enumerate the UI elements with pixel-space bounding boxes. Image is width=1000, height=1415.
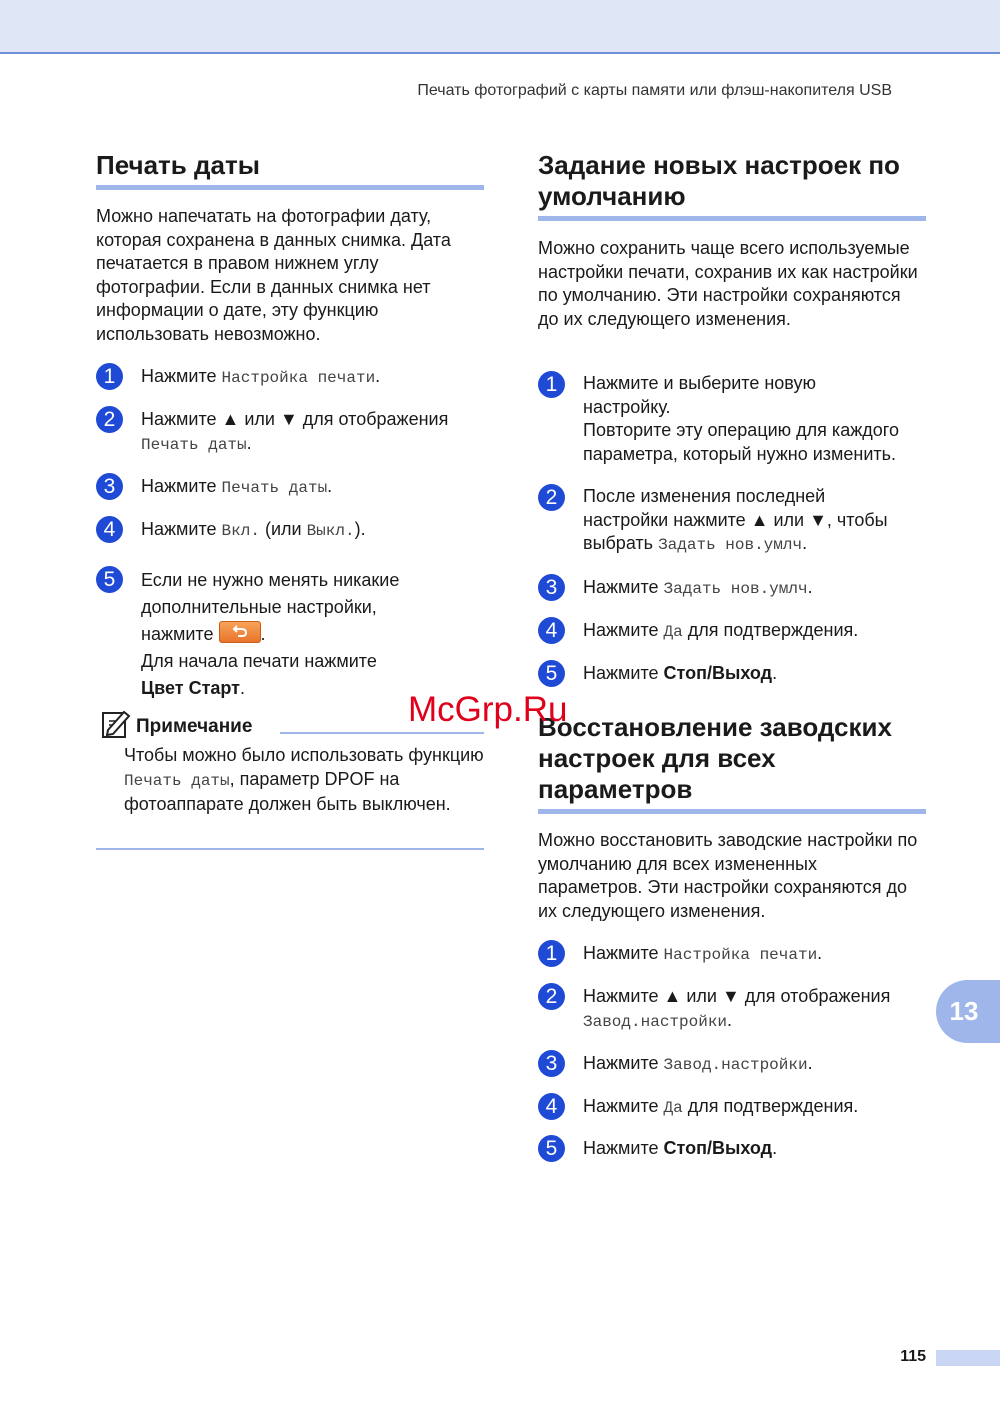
step-number: 5 [538,660,565,687]
step-1: 1 Нажмите Настройка печати. [96,364,484,390]
section-title: Задание новых настроек по умолчанию [538,150,926,221]
page-number: 115 [900,1348,926,1365]
key-name: Стоп/Выход [663,663,773,683]
page-number-bar [936,1350,1000,1366]
section-title: Восстановление заводских настроек для всех параметров [538,712,926,814]
lcd-option: Вкл. [221,522,260,540]
step-text: Нажмите [141,366,222,386]
step-4: 4 Нажмите Да для подтверждения. [538,618,926,644]
lcd-option: Да [663,1099,683,1117]
lcd-option: Настройка печати [663,946,818,964]
step-3: 3 Нажмите Завод.настройки. [538,1051,926,1077]
lcd-option: Да [663,623,683,641]
step-number: 4 [538,617,565,644]
lcd-option: Настройка печати [221,369,376,387]
step-number: 1 [538,371,565,398]
note-text: Чтобы можно было использовать функцию Печать даты, параметр DPOF на фотоаппарате должен быть выключен. [124,745,484,814]
step-number: 4 [538,1093,565,1120]
lcd-option: Выкл. [306,522,355,540]
section-title: Печать даты [96,150,484,190]
note-rule [280,732,484,734]
lcd-option: Печать даты [221,479,328,497]
step-2: 2 Нажмите ▲ или ▼ для отображения Завод.настройки. [538,984,926,1034]
intro-text: Можно восстановить заводские настройки по умолчанию для всех измененных параметров. Эти настройки сохраняются до их следующего изменения. [538,830,918,921]
key-name: Стоп/Выход [663,1138,773,1158]
step-4: 4 Нажмите Да для подтверждения. [538,1094,926,1120]
intro-text: Можно сохранить чаще всего используемые настройки печати, сохранив их как настройки по умолчанию. Эти настройки сохраняются до их следующего изменения. [538,238,918,329]
note-bottom-rule [96,848,484,850]
step-2: 2 После изменения последней настройки нажмите ▲ или ▼, чтобы выбрать Задать нов.умлч. [538,485,926,558]
step-number: 5 [538,1135,565,1162]
step-text: Нажмите ▲ или ▼ для отображения [141,409,449,429]
section-intro [538,237,926,331]
step-number: 3 [538,1050,565,1077]
section-factory-reset [538,712,926,814]
step-5: 5 Нажмите Стоп/Выход. [538,1136,926,1160]
key-name: Цвет Старт [141,678,240,698]
lcd-option: Задать нов.умлч [663,580,808,598]
lcd-option: Печать даты [124,771,230,790]
note-pencil-icon [100,708,132,740]
chapter-tab: 13 [936,980,1000,1043]
note-title: Примечание [136,716,253,737]
running-header: Печать фотографий с карты памяти или флэш-накопителя USB [417,82,892,99]
lcd-option: Печать даты [141,436,247,454]
section-intro [538,829,926,923]
step-5: 5 Если не нужно менять никакие дополнительные настройки, нажмите . Для начала печати нажмите Цвет Старт. [96,567,484,702]
lcd-option: Завод.настройки [663,1056,808,1074]
step-number: 4 [96,516,123,543]
step-number: 1 [96,363,123,390]
step-number: 2 [538,484,565,511]
back-button-icon [219,621,261,643]
watermark: McGrp.Ru [408,690,568,729]
step-3: 3 Нажмите Задать нов.умлч. [538,575,926,601]
step-1: 1 Нажмите Настройка печати. [538,941,926,967]
step-number: 3 [96,473,123,500]
top-color-bar [0,0,1000,54]
step-4: 4 Нажмите Вкл. (или Выкл.). [96,517,484,543]
step-3: 3 Нажмите Печать даты. [96,474,484,500]
section-default-settings [538,150,926,221]
lcd-option: Задать нов.умлч [658,536,803,554]
lcd-option: Завод.настройки [583,1013,728,1031]
step-5: 5 Нажмите Стоп/Выход. [538,661,926,685]
step-number: 3 [538,574,565,601]
step-text: Нажмите [141,476,222,496]
step-1: 1 Нажмите и выберите новую настройку. Повторите эту операцию для каждого параметра, который нужно изменить. [538,372,926,466]
section-print-date [96,150,484,190]
step-text: Нажмите [141,519,222,539]
section-intro [96,205,484,346]
step-2: 2 Нажмите ▲ или ▼ для отображения Печать даты. [96,407,484,457]
intro-text: Можно напечатать на фотографии дату, которая сохранена в данных снимка. Дата печатается в правом нижнем углу фотографии. Если в данных снимка нет информации о дате, эту функцию использовать невозможно. [96,206,451,344]
step-number: 2 [96,406,123,433]
step-number: 1 [538,940,565,967]
step-number: 2 [538,983,565,1010]
step-number: 5 [96,566,123,593]
